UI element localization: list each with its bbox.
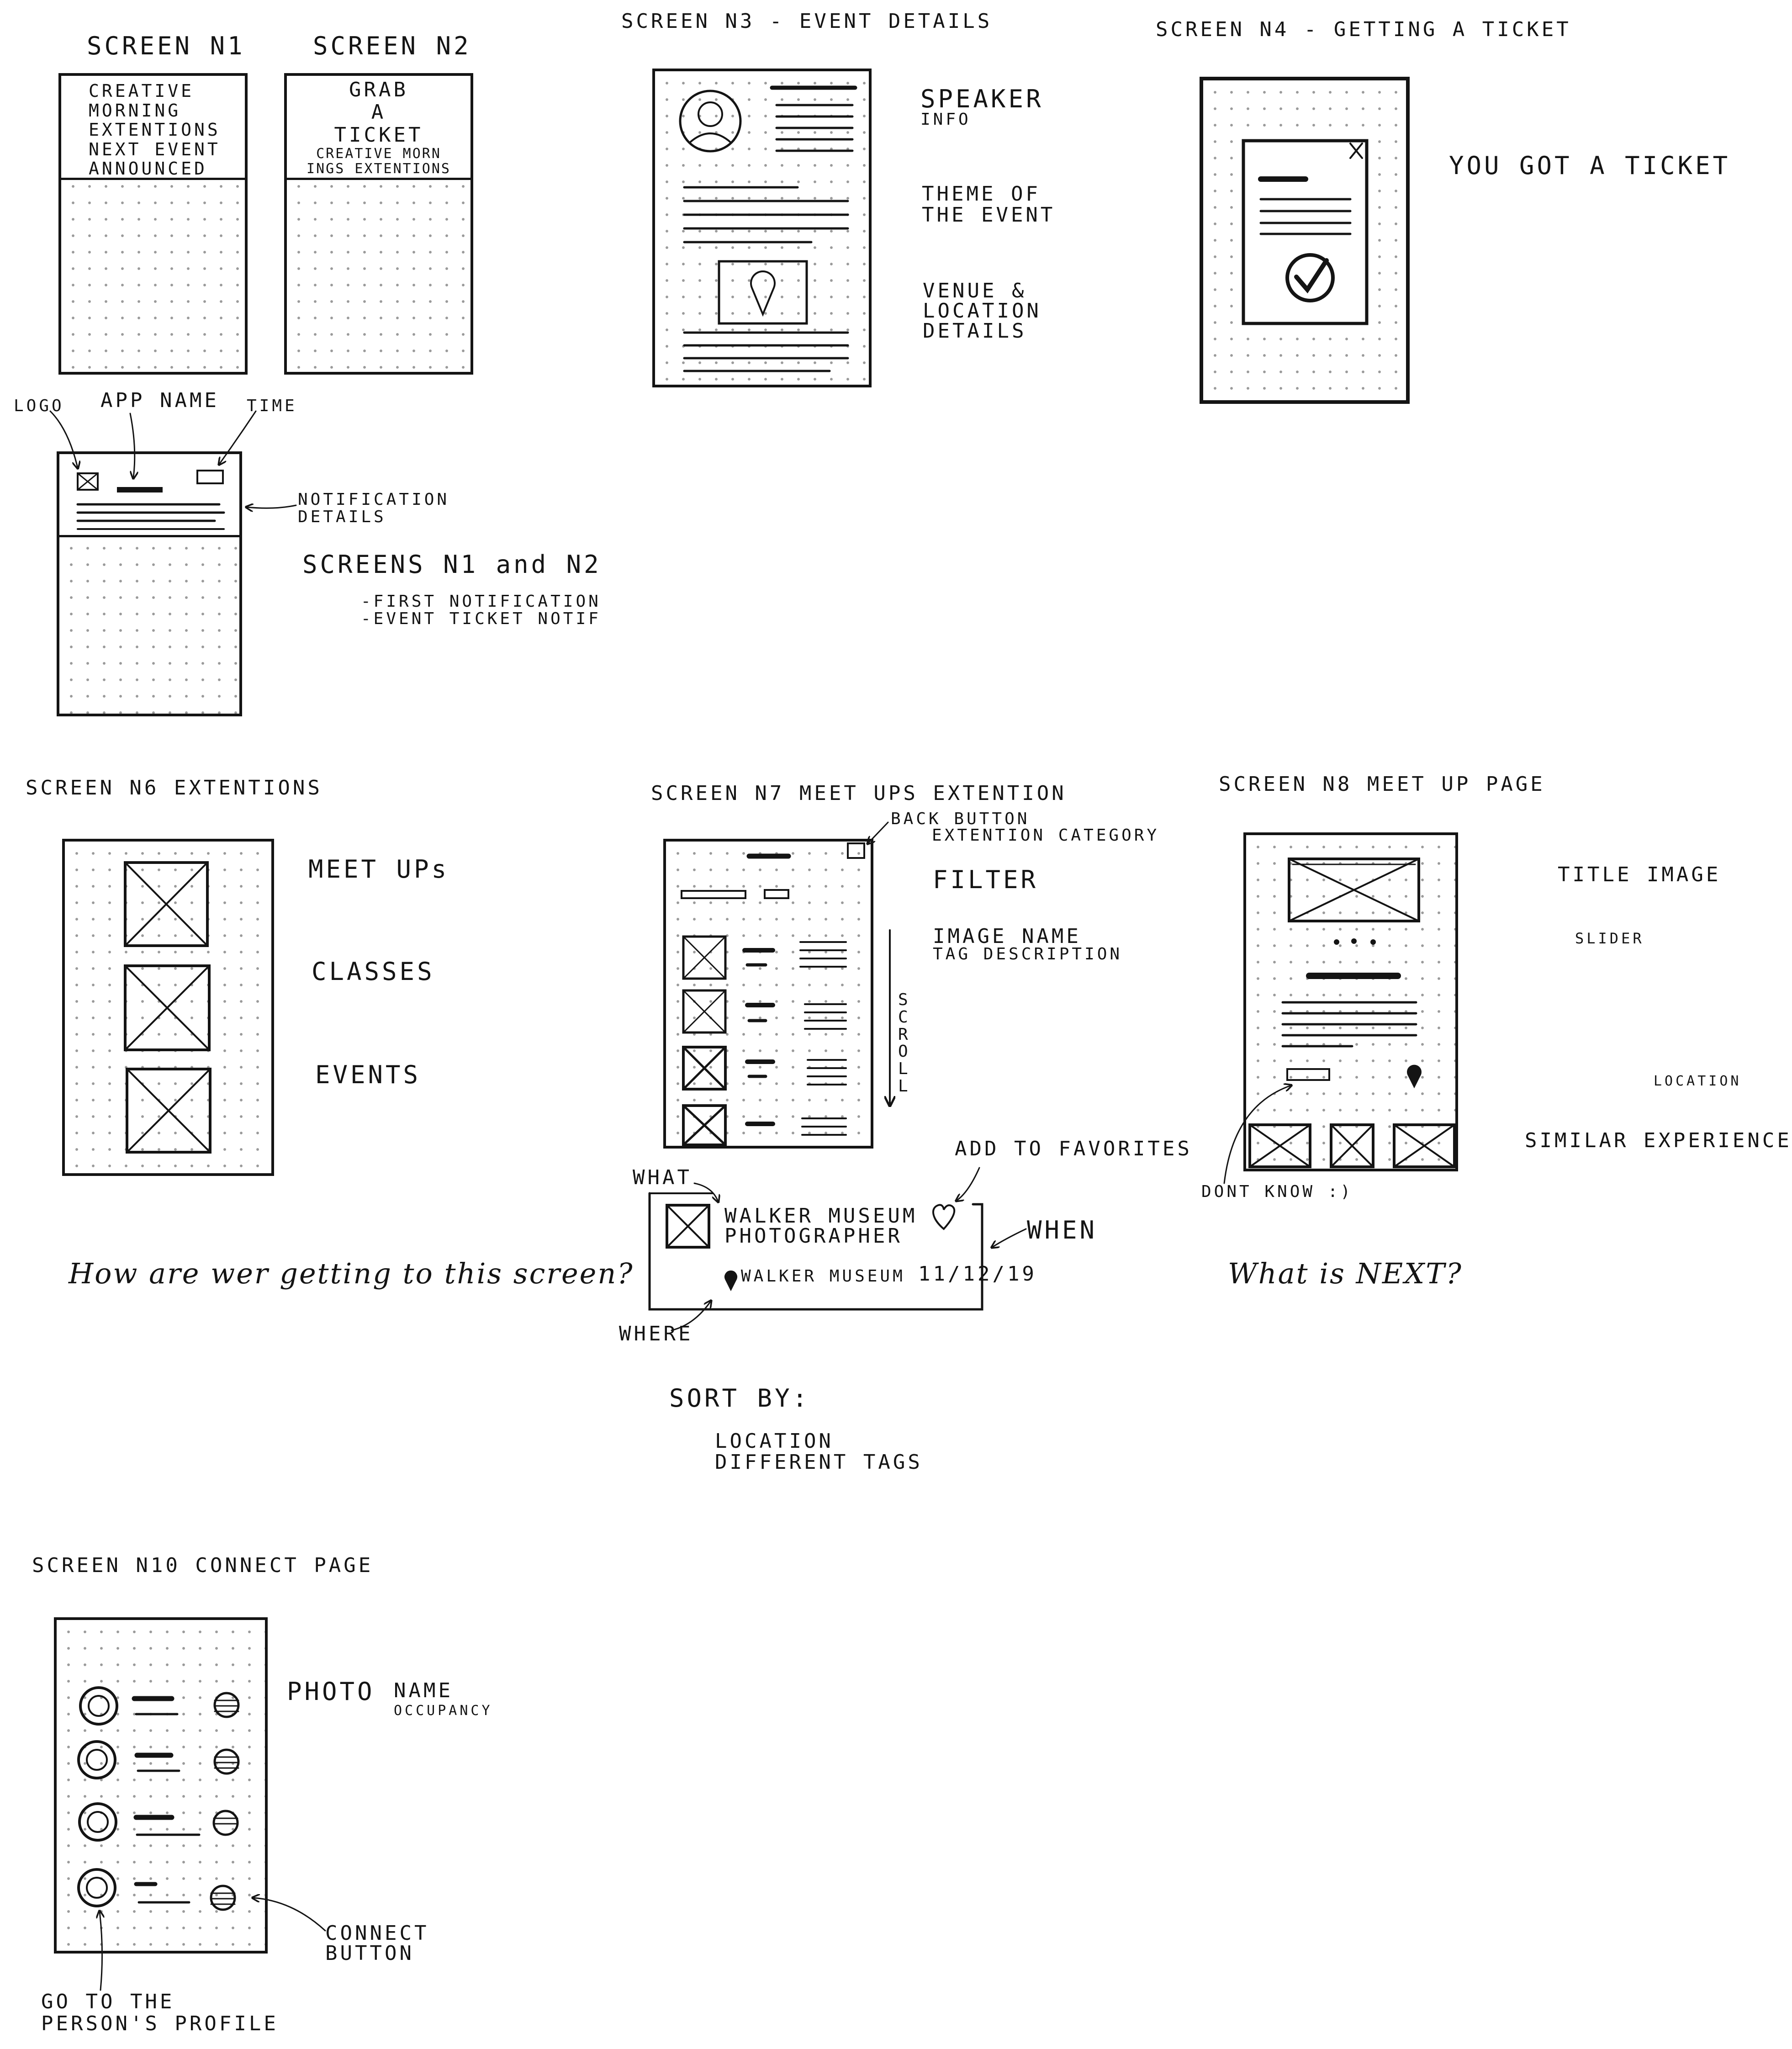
image-name-label: IMAGE NAME [933,925,1081,948]
what-next-question: What is NEXT? [1228,1257,1463,1290]
venue-label: VENUE & LOCATION DETAILS [923,279,1041,343]
what-label: WHAT [633,1166,692,1189]
card-title: WALKER MUSEUM PHOTOGRAPHER [724,1204,918,1248]
dont-know-label: DONT KNOW :) [1201,1182,1353,1201]
when-label: WHEN [1027,1216,1098,1244]
screen3-title: SCREEN N3 - EVENT DETAILS [621,10,993,33]
extention-category-label: EXTENTION CATEGORY [932,826,1160,845]
notif-app-name-bar [117,487,163,492]
how-question: How are wer getting to this screen? [69,1257,634,1290]
filter-label: FILTER [933,865,1039,894]
screens-notes: -FIRST NOTIFICATION -EVENT TICKET NOTIF [361,592,601,628]
scroll-label: S C R O L L [898,990,911,1096]
screen1-phone [58,73,248,375]
screen6-title: SCREEN N6 EXTENTIONS [26,776,322,799]
classes-label: CLASSES [312,957,435,986]
events-label: EVENTS [315,1060,421,1089]
screen1-notification[interactable] [61,76,245,180]
notification-template-header [59,454,239,537]
screen8-title: SCREEN N8 MEET UP PAGE [1219,773,1545,796]
back-button-arrow [868,822,888,843]
screen1-title: SCREEN N1 [87,32,245,60]
card-date: 11/12/19 [918,1262,1037,1286]
connect-button-label: CONNECT BUTTON [325,1922,429,1965]
tag-description-label: TAG DESCRIPTION [933,945,1123,964]
sort-by-label: SORT BY: [669,1384,810,1413]
screen2-notification[interactable] [287,76,470,180]
ticket-modal [1243,141,1367,323]
add-favorites-label: ADD TO FAVORITES [955,1137,1192,1160]
time-label: TIME [247,397,297,415]
theme-label: THEME OF THE EVENT [922,182,1056,227]
screen2-phone [284,73,473,375]
screen2-notification-text: GRAB A TICKET CREATIVE MORN INGS EXTENTIONS [307,78,451,177]
screens-n1-n2-label: SCREENS N1 and N2 [302,550,602,579]
slider-dot[interactable] [1351,938,1357,944]
event-card[interactable] [645,1182,1037,1308]
meetups-label: MEET UPs [308,855,449,884]
notification-details-label: NOTIFICATION DETAILS [298,490,450,526]
slider-dot[interactable] [1334,939,1339,945]
app-name-label: APP NAME [100,389,219,412]
name-label: NAME [394,1679,453,1702]
details-arrow [247,505,296,508]
screen7-title: SCREEN N7 MEET UPS EXTENTION [651,782,1067,805]
photo-label: PHOTO [287,1677,375,1706]
slider-label: SLIDER [1575,930,1644,947]
location-label: LOCATION [1654,1073,1742,1089]
screen1-notification-text: CREATIVE MORNING EXTENTIONS NEXT EVENT ANNOUNCED [89,81,221,179]
screen7-phone [663,839,873,1149]
slider-dot[interactable] [1370,939,1376,945]
profile-label: GO TO THE PERSON'S PROFILE [41,1990,279,2036]
when-arrow [992,1229,1026,1247]
where-label: WHERE [619,1322,693,1345]
screen10-title: SCREEN N10 CONNECT PAGE [32,1554,374,1577]
back-button-label: BACK BUTTON [891,810,1030,828]
card-location: WALKER MUSEUM [741,1267,905,1286]
got-ticket-label: YOU GOT A TICKET [1449,151,1731,180]
title-image-label: TITLE IMAGE [1558,863,1721,886]
occupancy-label: OCCUPANCY [394,1703,493,1719]
similar-experience-label: SIMILAR EXPERIENCE [1525,1129,1792,1152]
speaker-info-label: SPEAKER INFO [920,85,1044,129]
logo-label: LOGO [14,397,64,415]
screen2-title: SCREEN N2 [313,32,471,60]
screen4-title: SCREEN N4 - GETTING A TICKET [1156,18,1571,41]
sort-options: LOCATION DIFFERENT TAGS [715,1430,923,1474]
